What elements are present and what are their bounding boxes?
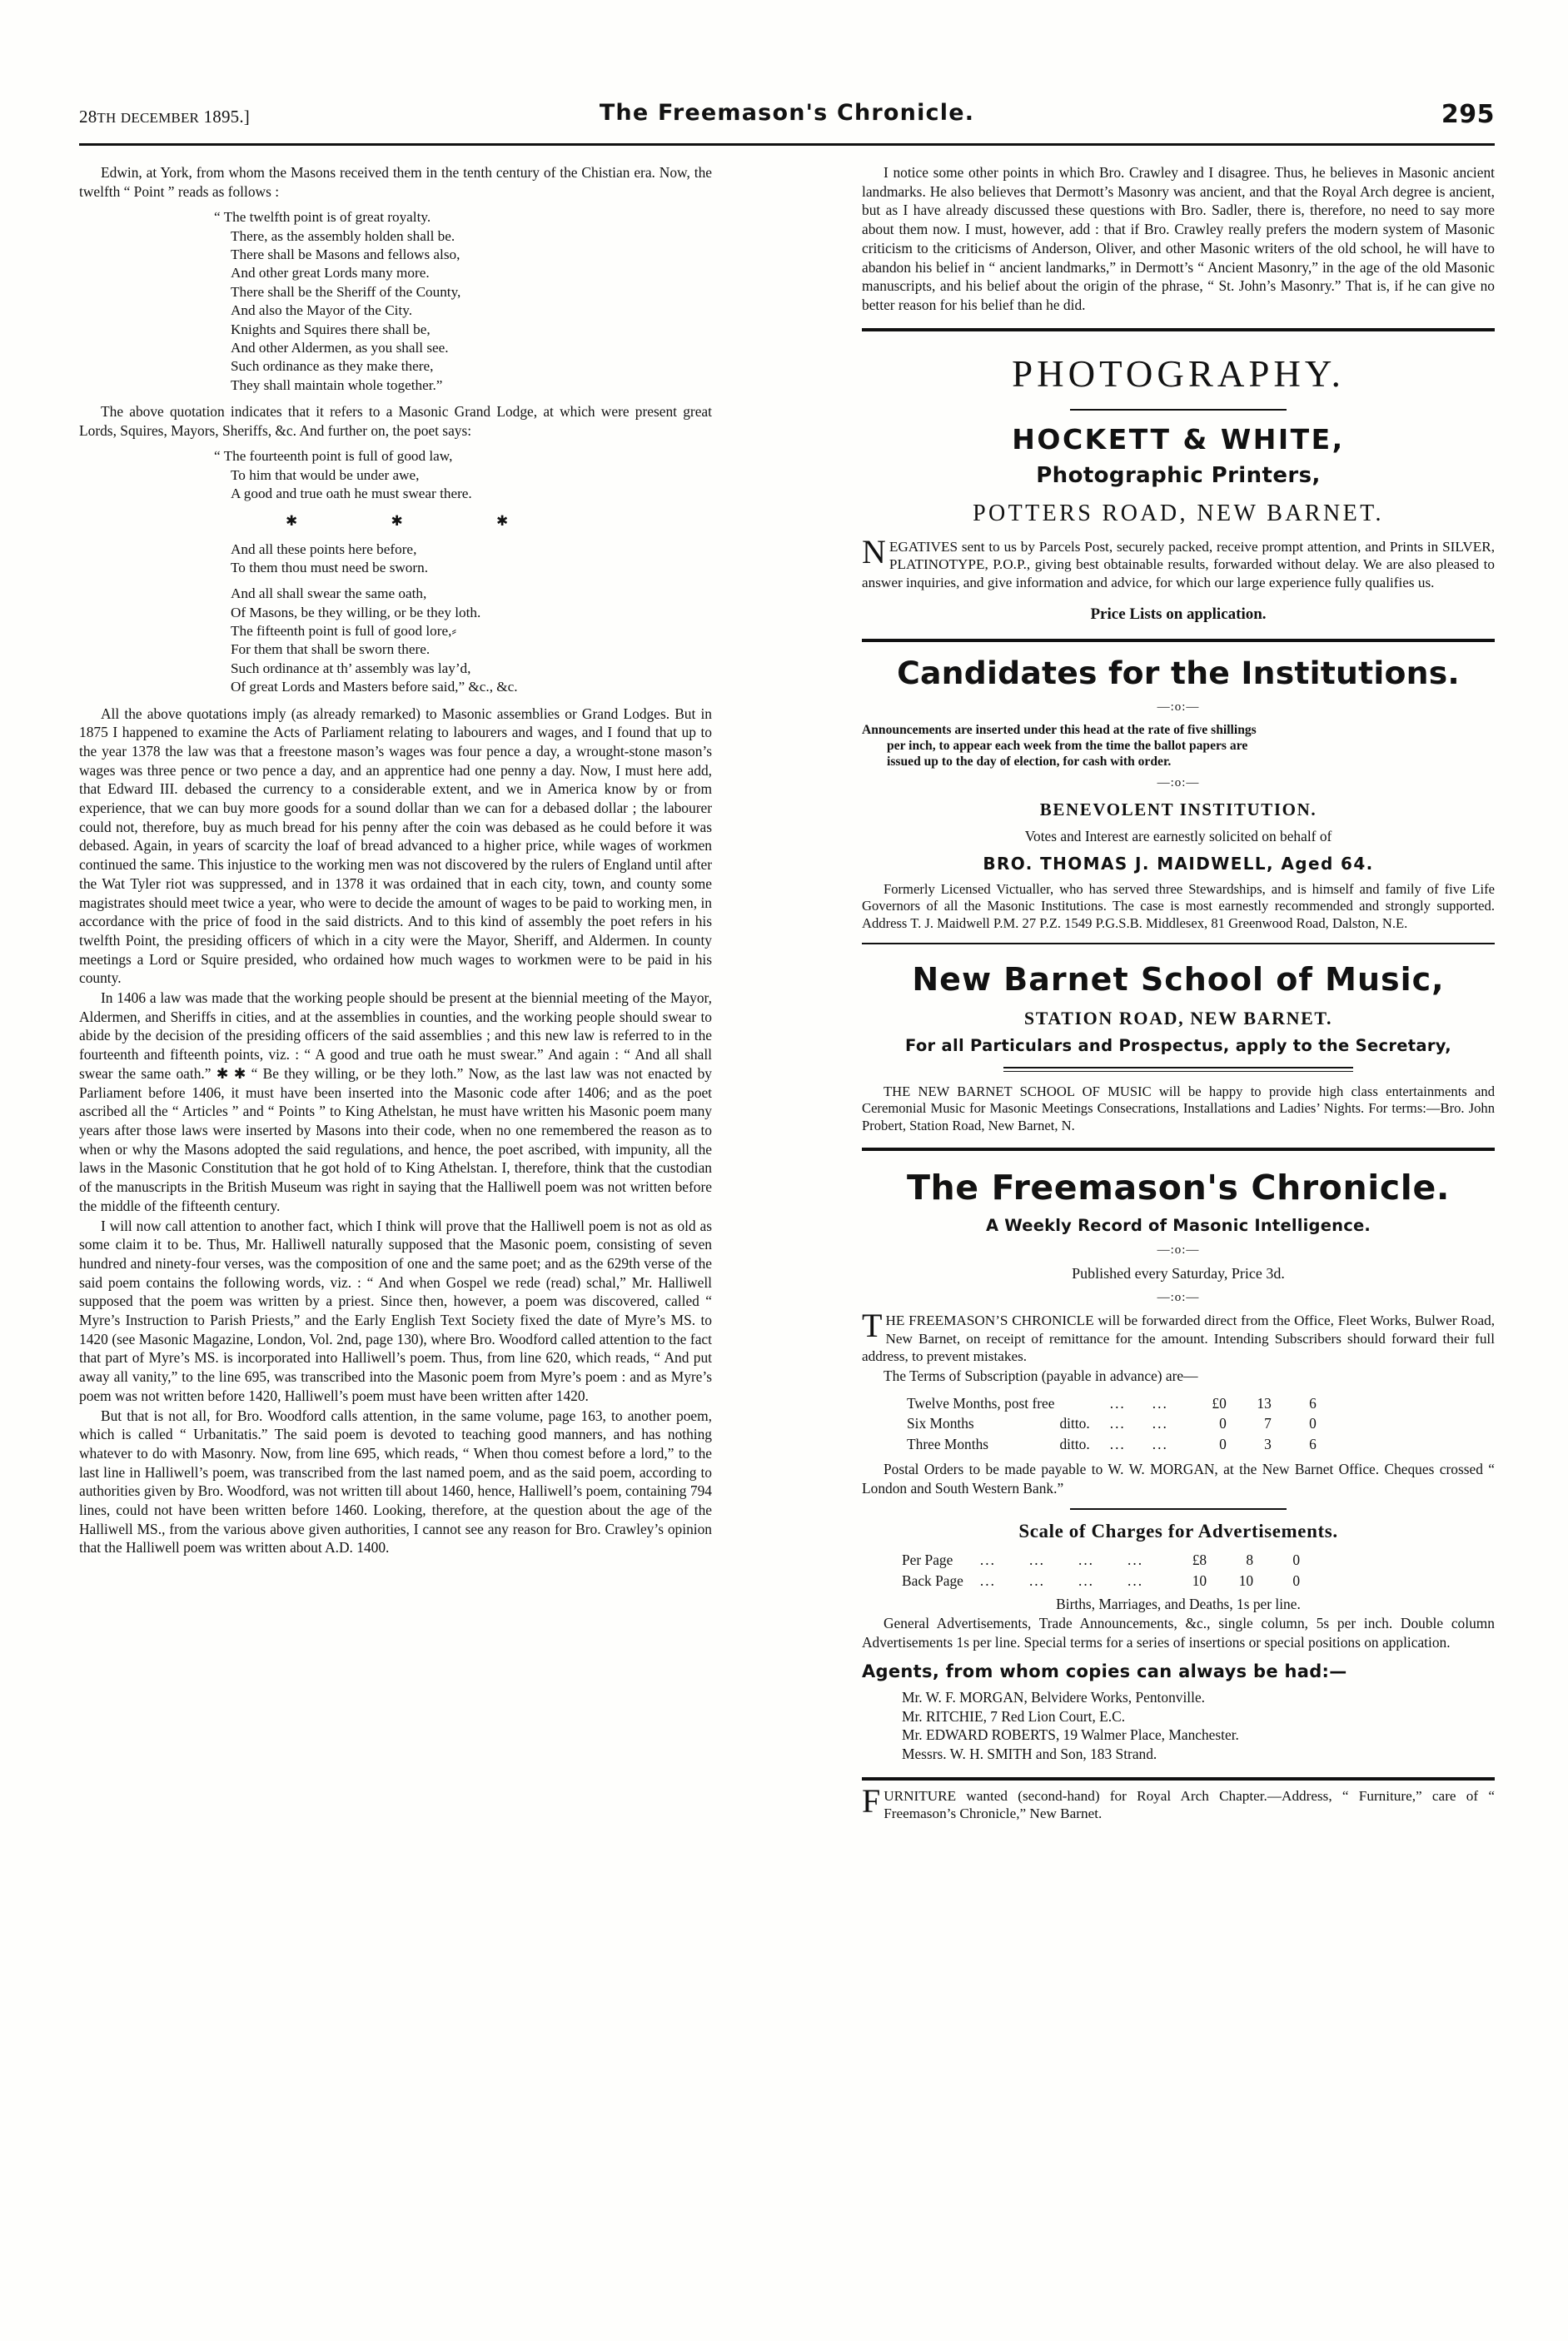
heading-chronicle: The Freemason's Chronicle. <box>906 1167 1451 1208</box>
table-row <box>907 1413 1317 1434</box>
verse-line: Such ordinance at th’ assembly was lay’d, <box>231 660 471 676</box>
term-dots: ... <box>1152 1436 1168 1453</box>
term-shillings: 13 <box>1257 1394 1272 1412</box>
verse-line: There shall be Masons and fellows also, <box>231 247 460 263</box>
drop-cap-n: N <box>862 532 886 570</box>
term-ditto <box>1059 1393 1096 1414</box>
table-row <box>902 1550 1300 1571</box>
school-address: STATION ROAD, NEW BARNET. <box>1023 1007 1333 1029</box>
verse-line: “ The twelfth point is of great royalty. <box>214 209 431 226</box>
charge-dots: ... <box>1028 1552 1045 1569</box>
table-row <box>902 1571 1300 1591</box>
furniture-notice-copy: URNITURE wanted (second-hand) for Royal Arch Chapter.—Address, “ Furniture,” care of “ Freemason’s Chronicle,” New Barnet. <box>884 1787 1495 1821</box>
ornament-divider: —:o:— <box>1157 1243 1200 1257</box>
solicit-line: Votes and Interest are earnestly solicited on behalf of <box>1024 827 1332 844</box>
verse-line: There shall be the Sheriff of the County, <box>231 283 461 300</box>
ad-photography <box>862 350 1495 626</box>
term-pence: 0 <box>1309 1415 1317 1432</box>
charge-dots: ... <box>1078 1571 1095 1589</box>
term-pounds: 0 <box>1219 1415 1227 1432</box>
term-pence: 6 <box>1309 1436 1317 1453</box>
candidate-name: BRO. THOMAS J. MAIDWELL, Aged 64. <box>983 853 1374 874</box>
masthead-title: The Freemason's Chronicle. <box>599 100 975 126</box>
rate-note-line: Announcements are inserted under this head at the rate of five shillings <box>862 722 1257 737</box>
term-shillings: 7 <box>1264 1415 1272 1432</box>
terms-intro: The Terms of Subscription (payable in advance) are— <box>884 1367 1198 1384</box>
ad-price-lists-note: Price Lists on application. <box>1090 605 1267 624</box>
section-candidates <box>862 654 1495 932</box>
asterism-divider: ✱ ✱ ✱ <box>286 513 554 530</box>
term-shillings: 3 <box>1264 1436 1272 1453</box>
verse-twelfth-point <box>79 208 712 395</box>
school-apply-line: For all Particulars and Prospectus, apply to the Secretary, <box>904 1036 1451 1056</box>
term-pounds: 0 <box>1219 1436 1227 1453</box>
rate-note-line: issued up to the day of election, for cash with order. <box>887 755 1172 770</box>
paragraph-all-above-quotations: All the above quotations imply (as already remarked) to Masonic assemblies or Grand Lodges. But in 1875 I happened to examine the Acts of Parliament relating to labourers and wages, and I found that up to the year 1378 the law was that a freestone mason’s wages was four pence a day, a wrought-stone mason’s wages was three pence or two pence a day, and an apprentice had one penny a day. Now, I must here add, that Edward III. debased the currency to a considerable extent, and we in America know by or from experience, that we can buy more goods for a sound dollar than we can for a debased dollar ; the labourer could not, therefore, buy as much bread for his penny after the coin was debased as he could before it was debased. Again, in years of scarcity the loaf of bread advanced to a higher price, while wages of workmen continued the same. This injustice to the working men was not discovered by the rulers of England until after the Wat Tyler riot was suppressed, and in 1378 it was ordained that in each city, town, and county some magistrates should meet twice a year, who were to decide the amount of wages to be paid to working men, in accordance with the price of food in the said districts. And to this kind of assembly the poet refers in his twelfth Point, the presiding officers of which in a city were the Mayor, Sheriff, and Aldermen. In county meetings a Lord or Squire presided, who ordained how much wages to workmen were to be paid in his county. <box>79 705 712 987</box>
general-advertisements-note: General Advertisements, Trade Announcements, &c., single column, 5s per inch. Double column Advertisements 1s per line. Special terms for a series of insertions or special positions on application. <box>862 1615 1495 1651</box>
ad-firm-name: HOCKETT & WHITE, <box>1012 423 1345 456</box>
charge-dots: ... <box>1127 1571 1144 1589</box>
double-rule-divider <box>1003 1067 1353 1072</box>
charge-label: Back Page <box>902 1571 963 1589</box>
verse-line: There, as the assembly holden shall be. <box>231 227 455 244</box>
chronicle-subtitle: A Weekly Record of Masonic Intelligence. <box>985 1216 1371 1236</box>
classified-furniture-wanted <box>862 1781 1495 1823</box>
agents-list <box>862 1688 1495 1764</box>
section-rule <box>862 1777 1495 1781</box>
heading-agents: Agents, from whom copies can always be had:— <box>862 1661 1347 1681</box>
publication-info: Published every Saturday, Price 3d. <box>1072 1265 1285 1283</box>
section-chronicle-masthead <box>862 1166 1495 1764</box>
heading-benevolent-institution: BENEVOLENT INSTITUTION. <box>1039 799 1317 819</box>
subscription-terms-table <box>907 1393 1317 1455</box>
section-rule <box>862 639 1495 642</box>
verse-line: And also the Mayor of the City. <box>231 302 412 319</box>
candidate-description: Formerly Licensed Victualler, who has served three Stewardships, and is himself and family of five Life Governors of all the Masonic Institutions. The case is most earnestly recommended and strongly supported. Address T. J. Maidwell P.M. 27 P.Z. 1549 P.G.S.B. Middlesex, 81 Greenwood Road, Dalston, N.E. <box>862 880 1495 931</box>
table-row <box>907 1434 1317 1455</box>
term-label: Twelve Months, post free <box>907 1394 1055 1412</box>
ad-school-of-music <box>862 959 1495 1134</box>
right-column <box>862 163 1495 1822</box>
charge-dots: ... <box>1127 1552 1144 1569</box>
ornament-divider: —:o:— <box>1157 700 1200 715</box>
advertisement-charges-table <box>902 1550 1300 1591</box>
left-column <box>79 163 712 1557</box>
charge-dots: ... <box>1078 1552 1095 1569</box>
verse-line: They shall maintain whole together.” <box>231 376 443 393</box>
verse-line: And other great Lords many more. <box>231 265 430 281</box>
drop-cap-f: F <box>862 1781 881 1820</box>
candidates-rate-note <box>862 722 1495 770</box>
chronicle-forwarding-note <box>862 1307 1495 1366</box>
ad-body-copy: EGATIVES sent to us by Parcels Post, securely packed, receive prompt attention, and Prints in SILVER, PLATINOTYPE, P.O.P., giving best obtainable results, forwarded without delay. We are also pleased to answer inquiries, and give information and advice, for which our large experience fully qualifies us. <box>862 538 1495 590</box>
list-item: Messrs. W. H. SMITH and Son, 183 Strand. <box>902 1745 1157 1762</box>
dateline-day: 28 <box>79 107 97 127</box>
postal-orders-note: Postal Orders to be made payable to W. W. MORGAN, at the New Barnet Office. Cheques crossed “ London and South Western Bank.” <box>862 1460 1495 1497</box>
school-body-text: THE NEW BARNET SCHOOL OF MUSIC will be happy to provide high class entertainments and Ceremonial Music for Masonic Meetings Consecrations, Installations and Ladies’ Nights. For terms:—Bro. John Probert, Station Road, New Barnet, N. <box>862 1083 1495 1133</box>
term-dots: ... <box>1109 1436 1126 1453</box>
charge-dots: ... <box>979 1571 996 1589</box>
term-dots: ... <box>1109 1415 1126 1432</box>
paragraph-edwin-york: Edwin, at York, from whom the Masons received them in the tenth century of the Chistian era. Now, the twelfth “ Point ” reads as follows : <box>79 164 712 200</box>
verse-all-points <box>79 540 712 578</box>
ad-title-photography: PHOTOGRAPHY. <box>1012 352 1345 395</box>
term-dots: ... <box>1152 1415 1168 1432</box>
ad-body-text <box>862 532 1495 592</box>
ad-address-line: POTTERS ROAD, NEW BARNET. <box>973 501 1384 527</box>
verse-line: And all these points here before, <box>231 540 417 557</box>
births-marriages-deaths-note: Births, Marriages, and Deaths, 1s per line. <box>1056 1595 1301 1612</box>
term-pence: 6 <box>1309 1394 1317 1412</box>
dateline-day-suffix: TH <box>97 110 117 126</box>
verse-line: The fifteenth point is full of good lore,⸗ <box>231 623 457 640</box>
heading-candidates: Candidates for the Institutions. <box>897 655 1460 692</box>
running-head <box>79 100 1495 138</box>
charge-dots: ... <box>979 1552 996 1569</box>
list-item: Mr. W. F. MORGAN, Belvidere Works, Pentonville. <box>902 1689 1206 1706</box>
charge-shillings: 10 <box>1238 1571 1254 1589</box>
term-dots: ... <box>1109 1394 1126 1412</box>
scale-divider-rule <box>1070 1508 1287 1510</box>
verse-line: Of great Lords and Masters before said,” &c., &c. <box>231 679 518 695</box>
charge-dots: ... <box>1028 1571 1045 1589</box>
verse-line: Such ordinance as they make there, <box>231 358 434 375</box>
verse-line: “ The fourteenth point is full of good law, <box>214 448 453 465</box>
verse-line: To them thou must need be sworn. <box>231 560 428 576</box>
dateline-year: 1895.] <box>203 107 250 127</box>
term-ditto: ditto. <box>1059 1436 1090 1453</box>
charge-pence: 0 <box>1292 1552 1301 1569</box>
ornament-divider: —:o:— <box>1157 1290 1200 1304</box>
term-label: Three Months <box>907 1436 989 1453</box>
charge-pounds: 10 <box>1192 1571 1207 1589</box>
rate-note-line: per inch, to appear each week from the time the ballot papers are <box>887 739 1248 753</box>
forwarding-copy: HE FREEMASON’S CHRONICLE will be forwarded direct from the Office, Fleet Works, Bulwer Road, New Barnet, on receipt of remittance for the amount. Intending Subscribers should forward their full address, to prevent mistakes. <box>862 1312 1495 1365</box>
dateline-month: DECEMBER <box>120 110 200 126</box>
verse-line: Knights and Squires there shall be, <box>231 321 431 337</box>
verse-fourteenth-point <box>79 447 712 503</box>
term-dots: ... <box>1152 1394 1168 1412</box>
term-ditto: ditto. <box>1059 1415 1090 1432</box>
ornament-divider: —:o:— <box>1157 776 1200 790</box>
verse-line: Of Masons, be they willing, or be they loth. <box>231 604 481 620</box>
charge-pounds: £8 <box>1192 1552 1207 1569</box>
drop-cap-t: T <box>862 1307 883 1345</box>
heading-scale-of-charges: Scale of Charges for Advertisements. <box>1018 1521 1338 1542</box>
term-pounds: £0 <box>1212 1394 1227 1412</box>
ad-divider-rule <box>1070 409 1287 411</box>
section-rule <box>862 943 1495 944</box>
paragraph-crawley-disagree: I notice some other points in which Bro. Crawley and I disagree. Thus, he believes in Masonic ancient landmarks. He also believes that Dermott’s Masonry was ancient, and that the Royal Arch degree is ancient, but as I have already discussed these questions with Bro. Sadler, there is, therefore, no need to say more about them now. I must, however, add : that if Bro. Crawley really prefers the modern system of Masonic criticism to the criticisms of Anderson, Oliver, and other Masonic writers of the old school, he will have to abandon his belief in “ ancient landmarks,” in Dermott’s “ Ancient Masonry,” in the age of the old Masonic manuscripts, and his belief about the origin of the phrase, “ St. John’s Masonry.” That is, if he can give no better reason for his belief than he did. <box>862 164 1495 313</box>
heading-school-of-music: New Barnet School of Music, <box>912 961 1445 998</box>
charge-shillings: 8 <box>1246 1552 1254 1569</box>
term-label: Six Months <box>907 1415 974 1432</box>
verse-line: For them that shall be sworn there. <box>231 641 431 658</box>
paragraph-above-quotation: The above quotation indicates that it refers to a Masonic Grand Lodge, at which were present great Lords, Squires, Mayors, Sheriffs, &c. And further on, the poet says: <box>79 403 712 439</box>
page-number: 295 <box>1441 100 1495 129</box>
charge-label: Per Page <box>902 1552 953 1569</box>
section-rule <box>862 328 1495 331</box>
verse-line: To him that would be under awe, <box>231 466 420 483</box>
header-rule <box>79 143 1495 146</box>
paragraph-1406-law: In 1406 a law was made that the working people should be present at the biennial meeting of the Mayor, Aldermen, and Sheriffs in cities, and at the assemblies in counties, and the working people should swear to abide by the decision of the presiding officers of the said assemblies ; and this new law is referred to in the fourteenth and fifteenth points, viz. : “ A good and true oath he must swear.” And again : “ And all shall swear the same oath.” ✱ ✱ “ Be they willing, or be they loth.” Now, as the last law was not enacted by Parliament before 1406, it must have been inserted into the Masonic code after 1406; and as the poet ascribed all the “ Articles ” and “ Points ” to King Athelstan, he must have written his Masonic poem many years after those laws were inserted by Masons into their code, when no one remembered the reason as to when or why the Masons adopted the said regulations, and hence, the poet ascribed, with impunity, all the laws in the Masonic Constitution that he got hold of to King Athelstan. I, therefore, think that the custodian of the manuscripts in the British Museum was right in saying that the Halliwell poem was not written before the middle of the fifteenth century. <box>79 989 712 1214</box>
list-item: Mr. EDWARD ROBERTS, 19 Walmer Place, Manchester. <box>902 1726 1239 1744</box>
ad-trade-line: Photographic Printers, <box>1036 463 1321 489</box>
paragraph-not-all-woodford: But that is not all, for Bro. Woodford calls attention, in the same volume, page 163, to another poem, which is called “ Urbanitatis.” The said poem is devoted to teaching good manners, and has nothing whatever to do with Masonry. Now, from line 695, which reads, “ When thou comest before a lord,” to the last line in Halliwell’s poem, was transcribed from the last named poem, and as the said poem, according to authorities given by Bro. Woodford, was not written till about 1460, hence, Halliwell’s poem, containing 794 lines, could not have been written before 1460. Looking, therefore, at the question about the age of the Halliwell MS., from the various above given authorities, I cannot see any reason for Bro. Crawley’s opinion that the Halliwell poem was written about A.D. 1400. <box>79 1407 712 1557</box>
list-item: Mr. RITCHIE, 7 Red Lion Court, E.C. <box>902 1707 1126 1725</box>
table-row <box>907 1393 1317 1414</box>
verse-fifteenth-point <box>79 585 712 696</box>
paragraph-another-fact: I will now call attention to another fact, which I think will prove that the Halliwell poem is not as old as some claim it to be. Thus, Mr. Halliwell naturally supposed that the Masonic poem, consisting of seven hundred and ninety-four verses, was the composition of one and the same poet; and as the 629th verse of the said poem contains the following words, viz. : “ And when Gospel we rede (read) schal,” Mr. Halliwell supposed that the poem was written by a priest. Since then, however, a poem was discovered, called “ Myre’s Instruction to Parish Priests,” and the Early English Text Society fixed the date of Myre’s MS. to 1420 (see Masonic Magazine, London, Vol. 2nd, page 130), where Bro. Woodford called attention to the fact that part of Myre’s MS. is incorporated into Halliwell’s poem. Thus, from line 620, which reads, “ And put away all vanity,” to the line 695, was transcribed into the Masonic poem from Myre’s poem : and as Myre’s poem was not written before 1420, Halliwell’s poem must have been written after 1420. <box>79 1217 712 1404</box>
charge-pence: 0 <box>1292 1571 1301 1589</box>
verse-line: A good and true oath he must swear there. <box>231 486 472 502</box>
verse-line: And all shall swear the same oath, <box>231 585 427 602</box>
verse-line: And other Aldermen, as you shall see. <box>231 339 449 356</box>
section-rule <box>862 1148 1495 1151</box>
